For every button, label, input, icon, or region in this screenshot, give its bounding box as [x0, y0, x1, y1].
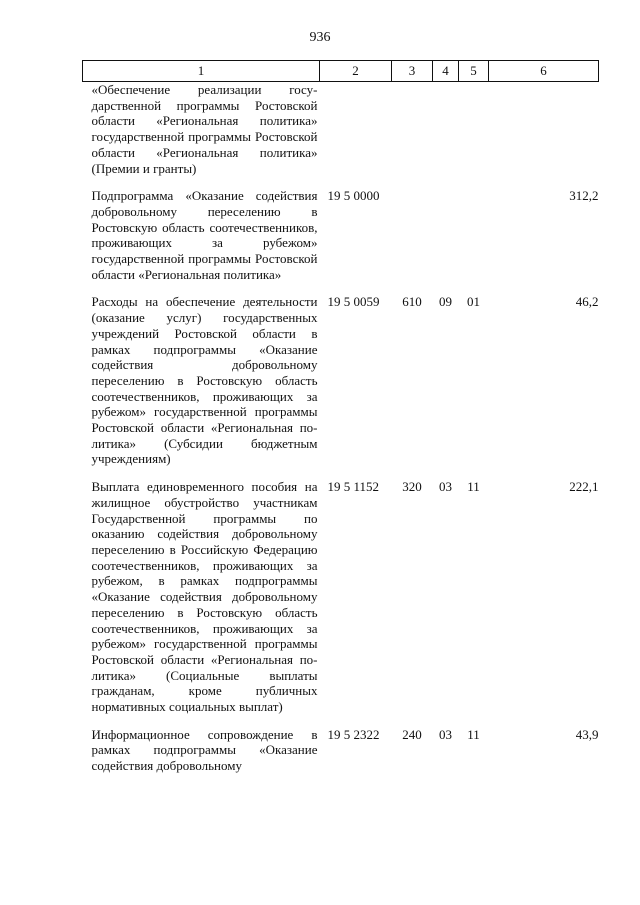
row-code: 19 5 0000 — [327, 188, 380, 204]
table-row — [83, 479, 599, 715]
row-code — [320, 82, 392, 177]
row-code: 19 5 0059 — [327, 294, 380, 310]
column-header-3: 3 — [392, 61, 433, 82]
row-expense-type: 320 — [402, 479, 422, 495]
column-header-4: 4 — [433, 61, 459, 82]
row-section — [433, 82, 459, 177]
row-expense-type: 240 — [402, 726, 422, 742]
row-amount — [489, 82, 599, 177]
row-amount: 46,2 — [575, 294, 599, 310]
row-subsection — [459, 82, 489, 177]
row-amount: 222,1 — [569, 479, 599, 495]
table-row — [83, 82, 599, 177]
row-subsection: 11 — [467, 726, 480, 742]
row-code: 19 5 2322 — [327, 726, 380, 742]
row-name: Информационное сопровождение в рамках подпрограммы «Оказание содействия добровольному — [91, 726, 318, 774]
row-amount: 312,2 — [569, 188, 599, 204]
table-row — [83, 188, 599, 282]
row-amount: 43,9 — [575, 726, 599, 742]
row-section: 09 — [439, 294, 452, 310]
column-header-6: 6 — [489, 61, 599, 82]
row-section: 03 — [439, 726, 452, 742]
row-code: 19 5 1152 — [327, 479, 380, 495]
row-spacer — [83, 176, 599, 188]
row-expense-type: 610 — [402, 294, 422, 310]
row-expense-type — [392, 188, 433, 282]
table-row — [83, 294, 599, 467]
row-section: 03 — [439, 479, 452, 495]
row-spacer — [83, 282, 599, 294]
row-name: Подпрограмма «Оказание содействия добровольному переселению в Ростовскую область соотечественников, проживающих за рубежом» государственной программы Ростовской области «Региональная политика» — [91, 188, 318, 282]
table-header — [83, 61, 599, 82]
row-spacer — [83, 715, 599, 727]
row-section — [433, 188, 459, 282]
table-row — [83, 727, 599, 774]
column-header-5: 5 — [459, 61, 489, 82]
row-subsection — [459, 188, 489, 282]
row-name: Выплата единовременного пособия на жилищное обустройство участникам Государственной программы по оказанию содействия добровольному переселению в Российскую Федерацию соотечественников, проживающих за рубежом, в рамках подпрограммы «Оказание содействия добровольному переселению в Ростовскую область соотечественников, проживающих за рубежом» государственной программы Ростовской области «Региональная политика» (Социальные выплаты гражданам, кроме публичных нормативных социальных выплат) — [91, 479, 318, 715]
page-number: 936 — [309, 30, 331, 45]
budget-table — [82, 60, 599, 774]
table-body — [83, 82, 599, 774]
column-header-1: 1 — [83, 61, 320, 82]
row-expense-type — [392, 82, 433, 177]
row-spacer — [83, 467, 599, 479]
header-row — [83, 61, 599, 82]
row-subsection: 11 — [467, 479, 480, 495]
row-name: «Обеспечение реализации государственной программы Ростовской области «Региональная политика» государственной программы Ростовской области «Региональная политика» (Премии и гранты) — [91, 82, 318, 176]
row-name: Расходы на обеспечение деятельности (оказание услуг) государственных учреждений Ростовской области в рамках подпрограммы «Оказание содействия добровольному переселению в Ростовскую область соотечественников, проживающих за рубежом» государственной программы Ростовской области «Региональная политика» (Субсидии бюджетным учреждениям) — [91, 294, 318, 467]
column-header-2: 2 — [320, 61, 392, 82]
row-subsection: 01 — [467, 294, 480, 310]
